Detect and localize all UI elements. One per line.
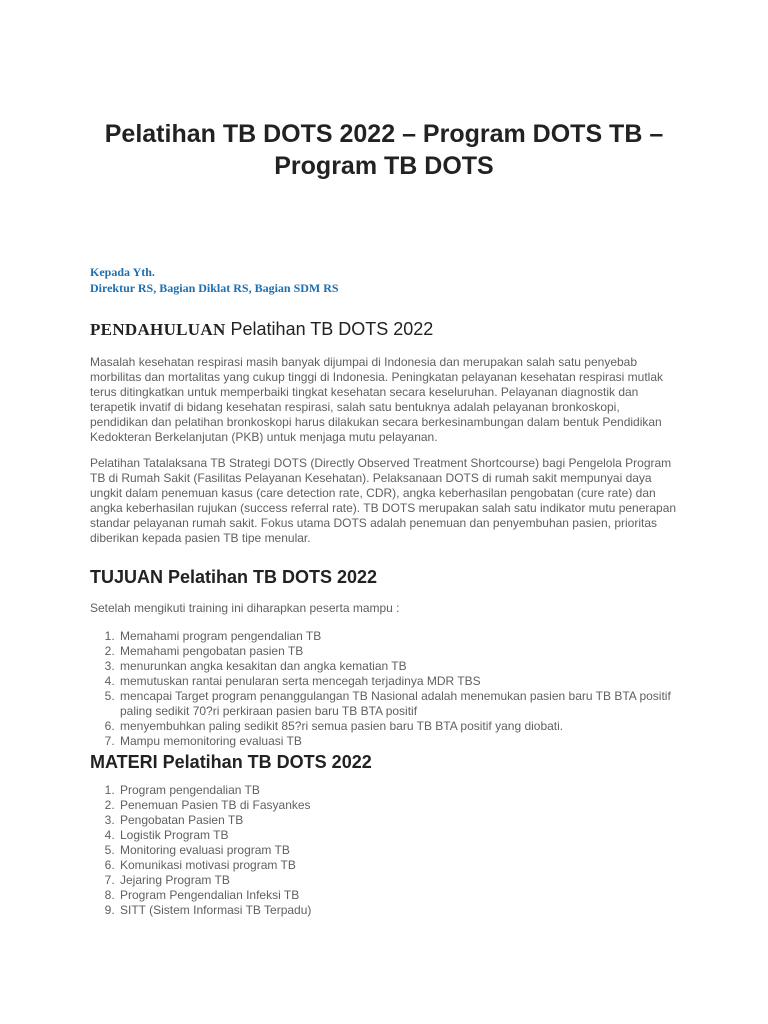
list-item: 3. Pengobatan Pasien TB [118,813,678,828]
list-item: 4. memutuskan rantai penularan serta mencegah terjadinya MDR TBS [118,674,678,689]
page-title: Pelatihan TB DOTS 2022 – Program DOTS TB – Program TB DOTS [104,120,664,180]
list-item: 6. Komunikasi motivasi program TB [118,858,678,873]
tujuan-intro: Setelah mengikuti training ini diharapkan peserta mampu : [90,601,400,615]
pendahuluan-heading-rest: Pelatihan TB DOTS 2022 [225,319,434,339]
pendahuluan-paragraph-1: Masalah kesehatan respirasi masih banyak dijumpai di Indonesia dan merupakan salah satu penyebab morbilitas dan mortalitas yang cukup tinggi di Indonesia. Peningkatan pelayanan kesehatan respirasi mutlak terus ditingkatkan untuk memperbaiki tingkat kesehatan secara keseluruhan. Pelayanan diagnostik dan terapetik invatif di bidang kesehatan respirasi, salah satu bentuknya adalah pelayanan bronkoskopi, pendidikan dan pelatihan bronkoskopi harus dilakukan secara berkesinambungan dalam bentuk Pendidikan Kedokteran Berkelanjutan (PKB) untuk menjaga mutu pelayanan. [90,355,664,444]
materi-heading: MATERI Pelatihan TB DOTS 2022 [90,752,372,772]
list-item: 1. Program pengendalian TB [118,783,678,798]
address-block [90,264,678,296]
list-item: 5. Monitoring evaluasi program TB [118,843,678,858]
pendahuluan-heading [90,318,678,341]
list-item: 2. Penemuan Pasien TB di Fasyankes [118,798,678,813]
materi-list [90,783,678,918]
address-salutation: Kepada Yth. [90,265,155,279]
list-item: 7. Mampu memonitoring evaluasi TB [118,734,678,749]
list-item: 3. menurunkan angka kesakitan dan angka kematian TB [118,659,678,674]
list-item: 4. Logistik Program TB [118,828,678,843]
list-item: 5. mencapai Target program penanggulangan TB Nasional adalah menemukan pasien baru TB BTA positif paling sedikit 70?ri perkiraan pasien baru TB BTA positif [118,689,678,719]
tujuan-heading: TUJUAN Pelatihan TB DOTS 2022 [90,567,378,587]
list-item: 2. Memahami pengobatan pasien TB [118,644,678,659]
list-item: 1. Memahami program pengendalian TB [118,629,678,644]
list-item: 9. SITT (Sistem Informasi TB Terpadu) [118,903,678,918]
address-recipients: Direktur RS, Bagian Diklat RS, Bagian SDM RS [90,281,339,295]
list-item: 8. Program Pengendalian Infeksi TB [118,888,678,903]
tujuan-list [90,629,678,749]
pendahuluan-heading-lead: PENDAHULUAN [90,320,226,339]
list-item: 6. menyembuhkan paling sedikit 85?ri semua pasien baru TB BTA positif yang diobati. [118,719,678,734]
list-item: 7. Jejaring Program TB [118,873,678,888]
pendahuluan-paragraph-2: Pelatihan Tatalaksana TB Strategi DOTS (Directly Observed Treatment Shortcourse) bagi Pengelola Program TB di Rumah Sakit (Fasilitas Pelayanan Kesehatan). Pelaksanaan DOTS di rumah sakit mempunyai daya ungkit dalam penemuan kasus (care detection rate, CDR), angka keberhasilan pengobatan (cure rate) dan angka keberhasilan rujukan (success referral rate). TB DOTS merupakan salah satu indikator mutu penerapan standar pelayanan rumah sakit. Fokus utama DOTS adalah penemuan dan penyembuhan pasien, prioritas diberikan kepada pasien TB tipe menular. [90,456,677,545]
